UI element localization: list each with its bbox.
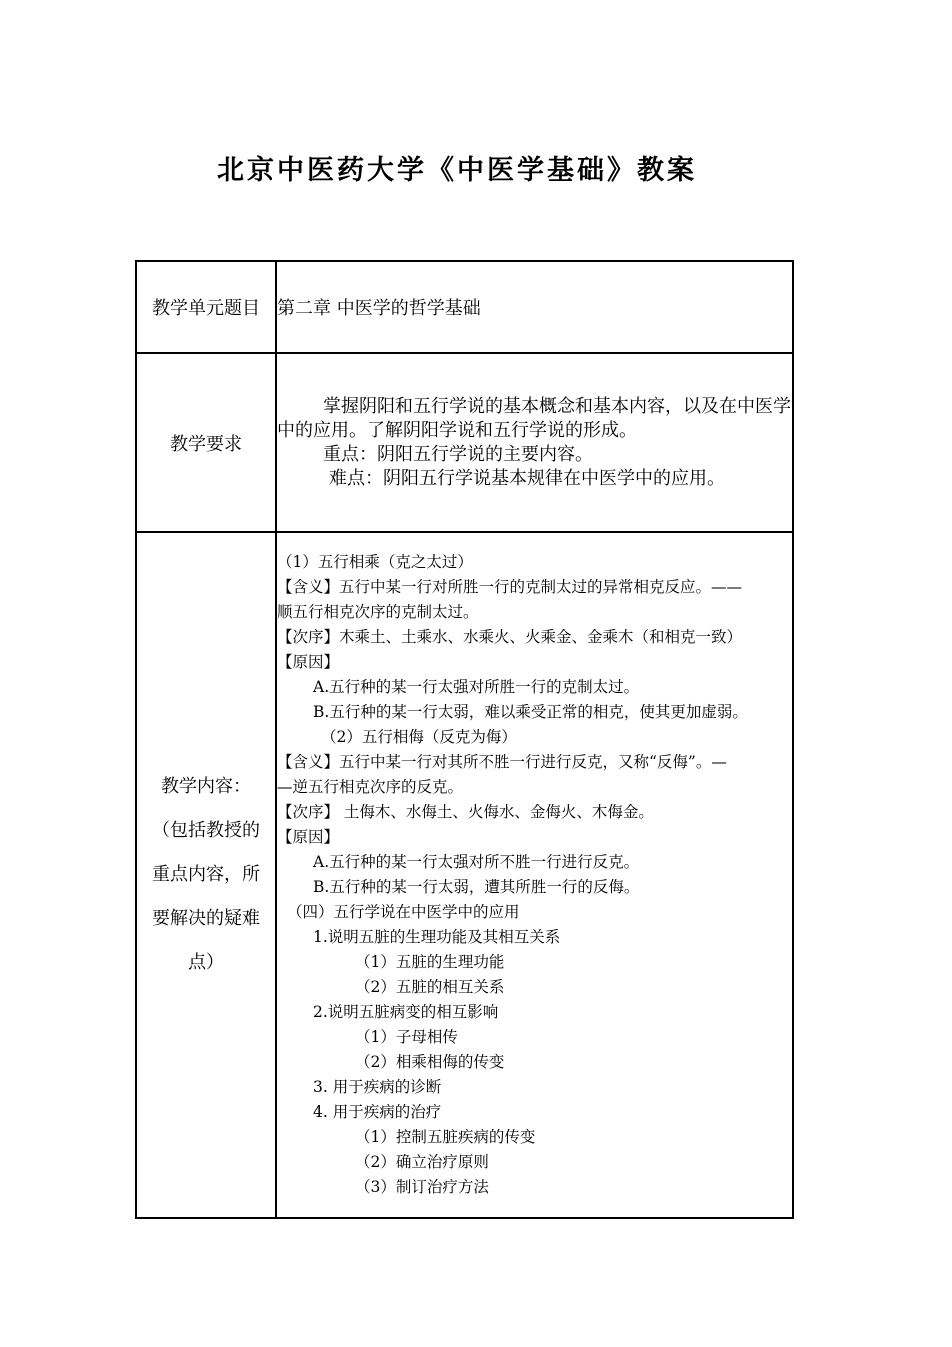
content-line: 【含义】五行中某一行对其所不胜一行进行反克，又称“反侮”。— [277,753,727,771]
content-line: （2）确立治疗原则 [355,1153,489,1171]
topic-row [136,261,793,353]
content-row [136,532,793,1218]
content-line: 4. 用于疾病的治疗 [313,1103,442,1121]
content-label-cell [136,532,276,1218]
content-line: （1）五脏的生理功能 [355,953,505,971]
content-line: B.五行种的某一行太弱，遭其所胜一行的反侮。 [313,878,640,896]
requirements-label: 教学要求 [136,353,276,532]
content-line: 顺五行相克次序的克制太过。 [277,603,479,621]
content-line: 【次序】木乘土、土乘水、水乘火、火乘金、金乘木（和相克一致） [277,628,743,646]
content-line: （2）五脏的相互关系 [355,978,505,996]
content-line: 【原因】 [277,828,340,846]
content-line: （1）控制五脏疾病的传变 [355,1128,536,1146]
content-cell [276,532,793,1218]
topic-label: 教学单元题目 [136,261,276,353]
requirements-difficulties: 难点：阴阳五行学说基本规律在中医学中的应用。 [329,467,725,489]
content-line: 【次序】 土侮木、水侮土、火侮水、金侮火、木侮金。 [277,803,654,821]
content-line: A.五行种的某一行太强对所不胜一行进行反克。 [313,853,640,871]
content-line: （四）五行学说在中医学中的应用 [287,903,520,921]
content-line: （1）子母相传 [355,1028,458,1046]
content-label-line: （包括教授的 [152,820,260,841]
content-label-line: 要解决的疑难 [152,908,260,929]
content-line: 2.说明五脏病变的相互影响 [313,1003,499,1021]
content-line: A.五行种的某一行太强对所胜一行的克制太过。 [313,678,640,696]
content-line: 1.说明五脏的生理功能及其相互关系 [313,928,561,946]
requirements-row [136,353,793,532]
requirements-key-points: 重点：阴阳五行学说的主要内容。 [323,443,593,465]
content-line: （3）制订治疗方法 [355,1178,489,1196]
content-label-line: 重点内容，所 [152,864,260,885]
content-line: 【原因】 [277,653,340,671]
requirements-intro: 掌握阴阳和五行学说的基本概念和基本内容，以及在中医学中的应用。了解阴阳学说和五行学说的形成。 [277,395,791,441]
content-line: —逆五行相克次序的反克。 [277,778,464,796]
content-line: 3. 用于疾病的诊断 [313,1078,442,1096]
content-label-line: 点） [188,952,224,973]
content-line: （2）五行相侮（反克为侮） [321,728,517,746]
content-line: B.五行种的某一行太弱，难以乘受正常的相克，使其更加虚弱。 [313,703,748,721]
requirements-cell [276,353,793,532]
content-line: （1）五行相乘（克之太过） [277,553,473,571]
content-line: （2）相乘相侮的传变 [355,1053,505,1071]
content-line: 【含义】五行中某一行对所胜一行的克制太过的异常相克反应。—— [277,578,743,596]
topic-value: 第二章 中医学的哲学基础 [276,261,793,353]
document-title: 北京中医药大学《中医学基础》教案 [217,155,697,186]
lesson-plan-table [135,260,794,1219]
content-label-line: 教学内容： [161,776,251,797]
